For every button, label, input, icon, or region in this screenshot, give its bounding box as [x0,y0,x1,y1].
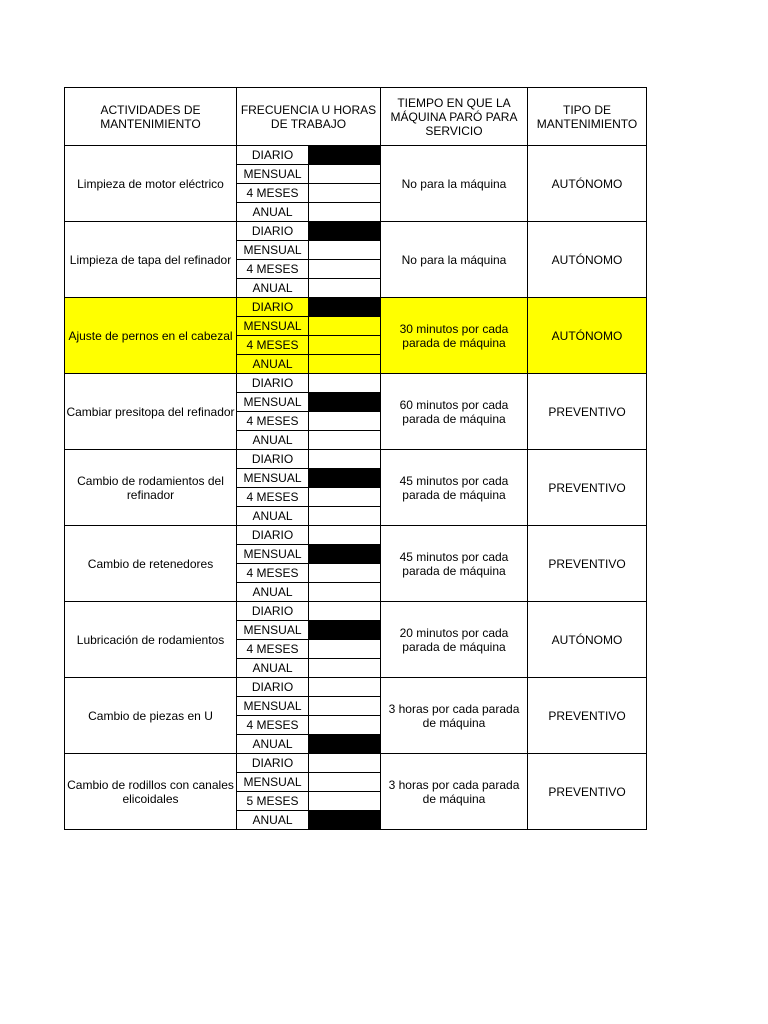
frequency-label: ANUAL [237,659,309,678]
frequency-label: DIARIO [237,146,309,165]
frequency-mark-empty [309,279,381,298]
activity-cell: Cambio de piezas en U [65,678,237,754]
frequency-mark-empty [309,716,381,735]
frequency-mark-selected [309,393,381,412]
table-row [65,602,647,621]
frequency-label: ANUAL [237,811,309,830]
frequency-label: 4 MESES [237,412,309,431]
frequency-label: DIARIO [237,526,309,545]
header-activities: ACTIVIDADES DE MANTENIMIENTO [65,88,237,146]
frequency-mark-empty [309,526,381,545]
activity-cell: Limpieza de motor eléctrico [65,146,237,222]
frequency-mark-empty [309,374,381,393]
downtime-cell: No para la máquina [381,222,528,298]
frequency-mark-selected [309,811,381,830]
downtime-cell: 3 horas por cada parada de máquina [381,678,528,754]
frequency-label: 5 MESES [237,792,309,811]
frequency-label: MENSUAL [237,241,309,260]
downtime-cell: 60 minutos por cada parada de máquina [381,374,528,450]
downtime-cell: 45 minutos por cada parada de máquina [381,450,528,526]
table-body [65,146,647,830]
type-cell: AUTÓNOMO [528,146,647,222]
frequency-label: MENSUAL [237,469,309,488]
frequency-label: ANUAL [237,583,309,602]
downtime-cell: 45 minutos por cada parada de máquina [381,526,528,602]
frequency-mark-selected [309,298,381,317]
header-downtime: TIEMPO EN QUE LA MÁQUINA PARÓ PARA SERVICIO [381,88,528,146]
frequency-mark-empty [309,412,381,431]
frequency-mark-empty [309,488,381,507]
table-row [65,450,647,469]
frequency-label: DIARIO [237,754,309,773]
type-cell: AUTÓNOMO [528,602,647,678]
frequency-mark-empty [309,336,381,355]
frequency-label: 4 MESES [237,640,309,659]
frequency-label: 4 MESES [237,564,309,583]
type-cell: PREVENTIVO [528,526,647,602]
frequency-label: DIARIO [237,450,309,469]
frequency-mark-empty [309,659,381,678]
table-row [65,754,647,773]
table-row [65,146,647,165]
frequency-mark-selected [309,621,381,640]
type-cell: AUTÓNOMO [528,222,647,298]
frequency-mark-empty [309,773,381,792]
frequency-mark-empty [309,507,381,526]
frequency-mark-empty [309,640,381,659]
frequency-label: 4 MESES [237,716,309,735]
activity-cell: Ajuste de pernos en el cabezal [65,298,237,374]
frequency-mark-empty [309,260,381,279]
type-cell: PREVENTIVO [528,754,647,830]
frequency-mark-selected [309,146,381,165]
frequency-mark-empty [309,317,381,336]
activity-cell: Cambio de rodillos con canales elicoidales [65,754,237,830]
downtime-cell: 20 minutos por cada parada de máquina [381,602,528,678]
frequency-label: MENSUAL [237,545,309,564]
frequency-label: ANUAL [237,507,309,526]
frequency-label: ANUAL [237,203,309,222]
frequency-label: MENSUAL [237,317,309,336]
frequency-mark-selected [309,469,381,488]
frequency-mark-empty [309,355,381,374]
activity-cell: Lubricación de rodamientos [65,602,237,678]
type-cell: PREVENTIVO [528,678,647,754]
activity-cell: Cambiar presitopa del refinador [65,374,237,450]
frequency-mark-empty [309,450,381,469]
frequency-label: MENSUAL [237,697,309,716]
frequency-mark-empty [309,678,381,697]
type-cell: AUTÓNOMO [528,298,647,374]
table-row [65,526,647,545]
frequency-mark-empty [309,792,381,811]
type-cell: PREVENTIVO [528,374,647,450]
frequency-label: DIARIO [237,374,309,393]
frequency-label: ANUAL [237,431,309,450]
type-cell: PREVENTIVO [528,450,647,526]
table-row [65,222,647,241]
downtime-cell: No para la máquina [381,146,528,222]
frequency-label: ANUAL [237,735,309,754]
frequency-mark-selected [309,545,381,564]
frequency-label: MENSUAL [237,165,309,184]
header-type: TIPO DE MANTENIMIENTO [528,88,647,146]
frequency-mark-empty [309,564,381,583]
activity-cell: Cambio de retenedores [65,526,237,602]
frequency-mark-empty [309,602,381,621]
downtime-cell: 30 minutos por cada parada de máquina [381,298,528,374]
frequency-mark-empty [309,184,381,203]
table-row [65,678,647,697]
frequency-label: ANUAL [237,355,309,374]
frequency-label: MENSUAL [237,621,309,640]
frequency-mark-empty [309,431,381,450]
table-row [65,298,647,317]
frequency-mark-selected [309,735,381,754]
header-row [65,88,647,146]
frequency-label: 4 MESES [237,336,309,355]
frequency-label: DIARIO [237,222,309,241]
table-row [65,374,647,393]
frequency-label: DIARIO [237,678,309,697]
frequency-label: DIARIO [237,298,309,317]
frequency-mark-empty [309,583,381,602]
frequency-label: 4 MESES [237,488,309,507]
frequency-mark-selected [309,222,381,241]
frequency-label: DIARIO [237,602,309,621]
frequency-label: 4 MESES [237,184,309,203]
frequency-label: MENSUAL [237,393,309,412]
frequency-label: MENSUAL [237,773,309,792]
frequency-label: ANUAL [237,279,309,298]
frequency-mark-empty [309,697,381,716]
header-frequency: FRECUENCIA U HORAS DE TRABAJO [237,88,381,146]
frequency-mark-empty [309,165,381,184]
frequency-mark-empty [309,241,381,260]
activity-cell: Limpieza de tapa del refinador [65,222,237,298]
activity-cell: Cambio de rodamientos del refinador [65,450,237,526]
downtime-cell: 3 horas por cada parada de máquina [381,754,528,830]
frequency-label: 4 MESES [237,260,309,279]
frequency-mark-empty [309,754,381,773]
frequency-mark-empty [309,203,381,222]
maintenance-table [64,87,647,830]
